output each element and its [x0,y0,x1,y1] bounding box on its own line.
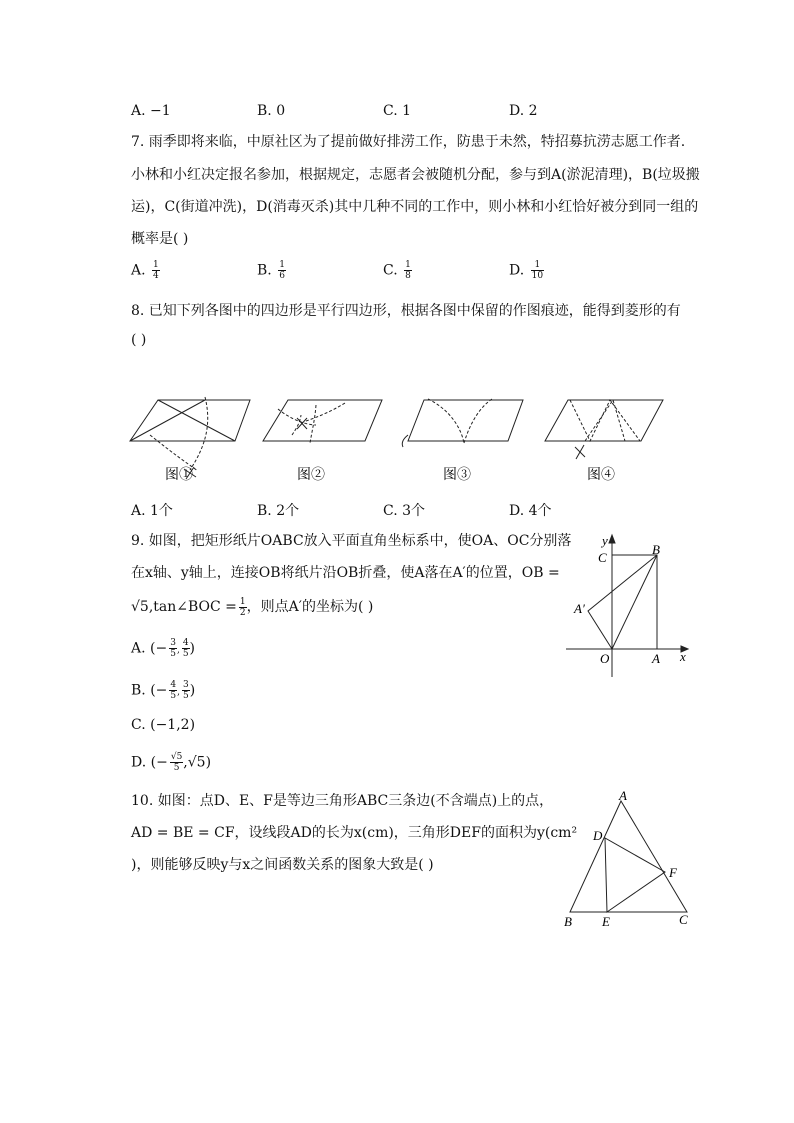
q9-line-3-pre: √5,tan∠BOC = [131,599,237,615]
q9-label-y: y [602,533,608,548]
q7-option-c-label: C. [383,262,398,279]
q8-figure-1-drawing [130,397,250,479]
q9-line-3 [131,596,373,618]
q10-label-d: D [593,828,603,843]
q9-figure [560,525,700,685]
q9-option-a[interactable] [131,638,195,659]
q9-tan-fraction [239,597,247,618]
q7-line-2: 小林和小红决定报名参加，根据规定，志愿者会被随机分配，参与到A(淤泥清理)，B(垃圾搬 [131,167,700,183]
q9-label-a: A [652,651,660,666]
q10-line-3: )，则能够反映y与x之间函数关系的图象大致是( ) [131,857,434,873]
figure-3-tick [402,435,408,447]
q7-option-c-fraction [404,260,412,281]
q7-option-d-fraction [531,260,544,281]
figure-4-zigzag-2 [585,400,625,441]
q7-option-a-label: A. [131,262,146,279]
q9-label-x: x [680,649,686,664]
figure-3-arc-1 [428,399,464,443]
q7-option-d[interactable] [509,260,544,281]
q9-option-a-d2: 5 [182,649,189,659]
q9-option-d-frac [170,752,183,773]
q10-line-2: AD = BE = CF，设线段AD的长为x(cm)，三角形DEF的面积为y(cm² [131,825,578,841]
figure-1-arc-1 [190,397,208,470]
triangle-def [605,838,665,912]
q8-option-c[interactable]: C. 3个 [383,503,426,519]
q8-figure-1-caption: 图① [165,468,193,483]
figure-1-arc-2 [150,435,198,471]
q9-tan-den: 2 [239,607,246,618]
q9-option-b-n2: 3 [183,680,189,690]
q9-option-d-num: √5 [170,752,183,762]
q8-figure-2-caption: 图② [297,468,325,483]
q8-figure-4-drawing [545,400,663,459]
figure-2-arc-3 [310,405,316,443]
q9-option-a-n1: 3 [170,638,176,648]
q9-label-b: B [652,542,660,557]
q7-option-b-num: 1 [279,260,285,270]
figure-2-arc-4 [306,403,345,421]
q7-line-4: 概率是( ) [131,231,189,247]
q9-option-b-d2: 5 [183,691,189,701]
q9-option-b-label: B. (− [131,682,168,699]
q9-option-a-label: A. (− [131,640,168,657]
q7-option-d-label: D. [509,262,525,279]
q7-option-a[interactable] [131,260,160,281]
q9-option-a-frac-2 [182,638,190,659]
q8-line-1: 8. 已知下列各图中的四边形是平行四边形，根据各图中保留的作图痕迹，能得到菱形的有 [131,303,681,319]
q10-figure [555,785,705,935]
q9-option-b-end: ) [189,682,196,699]
q7-option-b[interactable] [257,260,286,281]
q6-option-d[interactable]: D. 2 [509,103,538,119]
figure-1-diagonal-1 [158,400,235,441]
q8-figure-3-caption: 图③ [443,468,471,483]
folded-triangle [588,555,657,649]
q6-option-b[interactable]: B. 0 [257,103,286,119]
q8-figure-2-drawing [263,400,382,443]
q9-option-d-den: 5 [173,763,180,773]
q7-option-c-den: 8 [405,271,411,281]
q10-label-a: A [619,788,627,803]
q9-label-a-prime: A′ [574,601,585,616]
q9-option-a-d1: 5 [170,649,176,659]
q7-option-c[interactable] [383,260,412,281]
q9-option-d[interactable] [131,752,211,773]
q9-tan-num: 1 [239,596,246,607]
figure-2-arc-1 [278,409,316,425]
q8-figures [120,385,680,490]
triangle-abc [570,801,687,912]
q8-option-b[interactable]: B. 2个 [257,503,300,519]
q7-option-a-num: 1 [153,260,159,270]
q8-figure-4-caption: 图④ [587,468,615,483]
q9-option-b[interactable] [131,680,195,701]
q7-option-a-fraction [152,260,160,281]
q8-option-a[interactable]: A. 1个 [131,503,173,519]
y-axis-arrow [609,535,615,543]
q7-line-3: 运)，C(街道冲洗)，D(消毒灭杀)其中几种不同的工作中，则小林和小红恰好被分到同一组的 [131,199,699,215]
q7-option-c-num: 1 [405,260,411,270]
q9-label-o: O [600,651,610,666]
q10-label-b: B [564,914,572,929]
q10-line-1: 10. 如图：点D、E、F是等边三角形ABC三条边(不含端点)上的点， [131,793,554,809]
q9-option-b-n1: 4 [170,680,177,690]
q7-line-1: 7. 雨季即将来临，中原社区为了提前做好排涝工作，防患于未然，特招募抗涝志愿工作者. [131,134,686,150]
q7-option-b-label: B. [257,262,272,279]
q9-option-a-end: ) [189,640,196,657]
figure-1-diagonal-2 [130,400,205,441]
figure-1-parallelogram [130,400,250,441]
q8-figure-3-drawing [402,399,523,447]
q9-line-3-post: ，则点A′的坐标为( ) [246,599,374,615]
q7-option-a-den: 4 [153,271,159,281]
q7-option-d-den: 10 [531,271,544,281]
figure-3-parallelogram [408,400,523,441]
q8-line-2: ( ) [131,332,147,348]
figure-4-parallelogram [545,400,663,441]
q10-label-c: C [679,912,688,927]
figure-3-arc-2 [464,399,492,443]
q7-option-b-den: 6 [279,271,285,281]
q6-option-c[interactable]: C. 1 [383,103,412,119]
q9-option-c[interactable]: C. (−1,2) [131,717,196,733]
q7-option-b-fraction [278,260,286,281]
q6-option-a[interactable]: A. −1 [131,103,171,119]
figure-2-parallelogram [263,400,382,441]
q9-option-d-pre: D. (− [131,754,168,771]
q9-line-1: 9. 如图，把矩形纸片OABC放入平面直角坐标系中，使OA、OC分别落 [131,533,572,549]
q9-option-b-d1: 5 [170,691,177,701]
q9-option-a-comma: , [176,645,180,656]
q9-option-b-frac-2 [182,680,190,701]
q9-option-b-frac-1 [169,680,177,701]
q9-line-2: 在x轴、y轴上，连接OB将纸片沿OB折叠，使A落在A′的位置，OB = [131,565,560,581]
q7-option-d-num: 1 [531,260,544,271]
q8-option-d[interactable]: D. 4个 [509,503,552,519]
figure-4-cross-2 [576,445,584,459]
q9-option-a-frac-1 [169,638,177,659]
figure-4-zigzag-1 [570,400,640,441]
q9-label-c: C [598,550,607,565]
q9-option-d-post: ,√5) [183,754,212,771]
q9-option-a-n2: 4 [182,638,189,648]
segment-ob [612,555,657,649]
figure-2-arc-2 [292,415,301,435]
q10-label-e: E [602,914,610,929]
q9-option-b-comma: , [177,687,180,698]
q10-label-f: F [669,865,677,880]
